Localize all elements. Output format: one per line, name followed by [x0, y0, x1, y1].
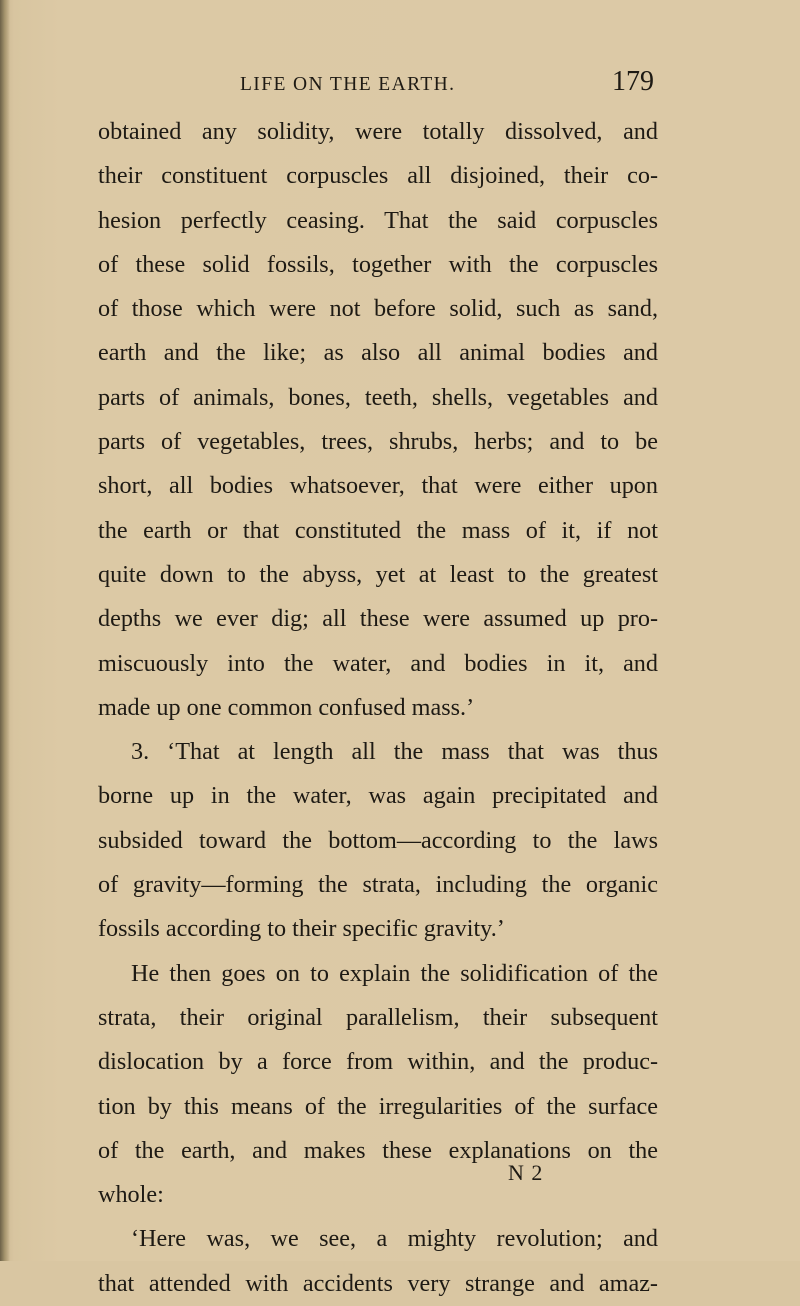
paragraph-start: 3. ‘That at length all the mass that was thus [131, 738, 658, 766]
text-line: fossils according to their specific gravity.’ [98, 915, 505, 943]
running-head [0, 62, 800, 102]
text-line: of gravity—forming the strata, including the organic [98, 871, 658, 899]
running-head-title: LIFE ON THE EARTH. [240, 74, 456, 95]
page-number: 179 [612, 66, 654, 97]
text-line: whole: [98, 1181, 164, 1209]
text-line: dislocation by a force from within, and the produc- [98, 1048, 658, 1076]
text-line: made up one common confused mass.’ [98, 693, 475, 721]
text-line: subsided toward the bottom—according to the laws [98, 826, 658, 854]
text-line: of the earth, and makes these explanations on the [98, 1136, 658, 1164]
text-line: of those which were not before solid, such as sand, [98, 295, 658, 323]
text-line: quite down to the abyss, yet at least to the greatest [98, 560, 658, 588]
text-line: the earth or that constituted the mass of it, if not [98, 516, 658, 544]
text-line: borne up in the water, was again precipitated and [98, 782, 658, 810]
text-line: their constituent corpuscles all disjoined, their co- [98, 162, 658, 190]
text-line: short, all bodies whatsoever, that were either upon [98, 472, 658, 500]
text-line: hesion perfectly ceasing. That the said corpuscles [98, 206, 658, 234]
text-line: strata, their original parallelism, their subsequent [98, 1003, 658, 1031]
text-line: miscuously into the water, and bodies in it, and [98, 649, 658, 677]
paragraph-start: He then goes on to explain the solidification of the [131, 959, 658, 987]
text-line: that attended with accidents very strange and amaz- [98, 1269, 658, 1297]
paragraph-start: ‘Here was, we see, a mighty revolution; and [131, 1225, 658, 1253]
text-line: earth and the like; as also all animal bodies and [98, 339, 658, 367]
text-line: obtained any solidity, were totally dissolved, and [98, 118, 658, 145]
text-line: tion by this means of the irregularities of the surface [98, 1092, 658, 1120]
signature-mark: N 2 [508, 1160, 544, 1185]
text-line: depths we ever dig; all these were assumed up pro- [98, 605, 658, 633]
text-line: parts of vegetables, trees, shrubs, herbs; and to be [98, 428, 658, 456]
text-line: of these solid fossils, together with the corpuscles [98, 250, 658, 278]
text-line: parts of animals, bones, teeth, shells, vegetables and [98, 383, 658, 411]
page-gutter-shadow [0, 0, 10, 1261]
body-text [98, 110, 658, 1306]
